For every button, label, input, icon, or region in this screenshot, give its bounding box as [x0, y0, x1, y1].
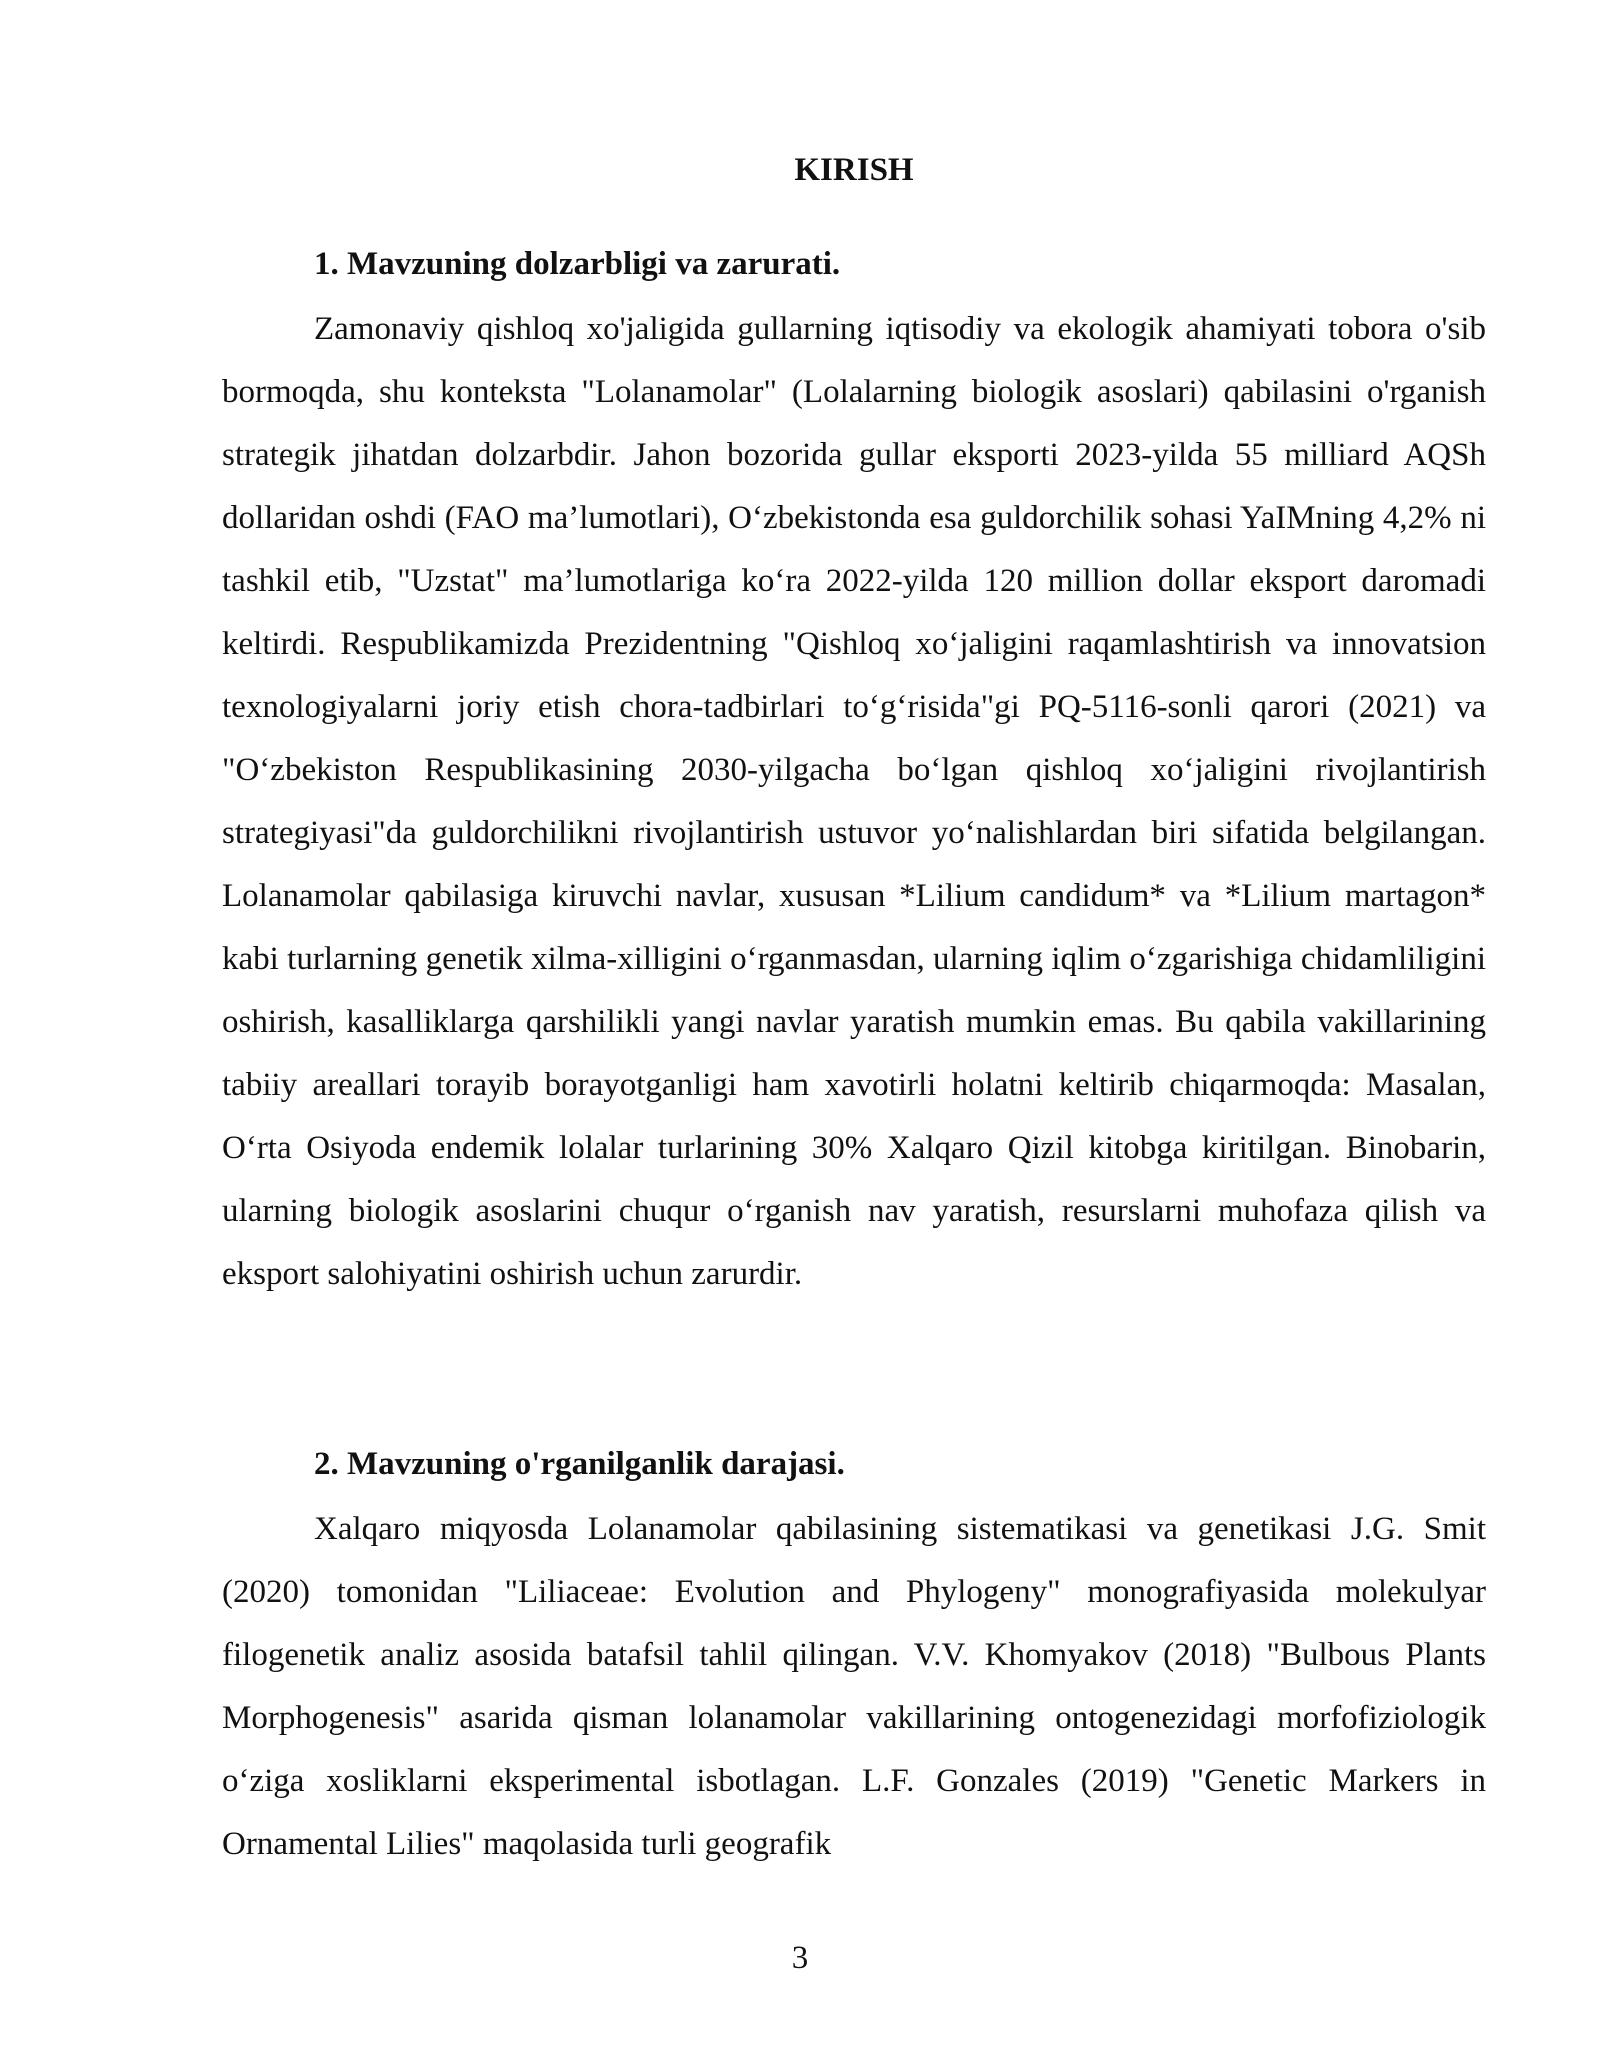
page-number: 3 [791, 1940, 809, 1976]
section-paragraph-study-level: Xalqaro miqyosda Lolanamolar qabilasining sistematikasi va genetikasi J.G. Smit (2020) tomonidan "Liliaceae: Evolution and Phylogeny" monografiyasida molekulyar filogenetik analiz asosida batafsil tahlil qilingan. V.V. Khomyakov (2018) "Bulbous Plants Morphogenesis" asarida qisman lolanamolar vakillarining ontogenezidagi morfofiziologik o‘ziga xosliklarni eksperimental isbotlagan. L.F. Gonzales (2019) "Genetic Markers in Ornamental Lilies" maqolasida turli geografik [222, 1511, 1486, 1862]
section-heading-relevance: 1. Mavzuning dolzarbligi va zarurati. [314, 246, 841, 282]
section-heading-study-level: 2. Mavzuning o'rganilganlik darajasi. [314, 1446, 845, 1482]
section-paragraph-relevance: Zamonaviy qishloq xo'jaligida gullarning iqtisodiy va ekologik ahamiyati tobora o'sib bormoqda, shu konteksta "Lolanamolar" (Lolalarning biologik asoslari) qabilasini o'rganish strategik jihatdan dolzarbdir. Jahon bozorida gullar eksporti 2023-yilda 55 milliard AQSh dollaridan oshdi (FAO ma’lumotlari), O‘zbekistonda esa guldorchilik sohasi YaIMning 4,2% ni tashkil etib, "Uzstat" ma’lumotlariga ko‘ra 2022-yilda 120 million dollar eksport daromadi keltirdi. Respublikamizda Prezidentning "Qishloq xo‘jaligini raqamlashtirish va innovatsion texnologiyalarni joriy etish chora-tadbirlari to‘g‘risida"gi PQ-5116-sonli qarori (2021) va "O‘zbekiston Respublikasining 2030-yilgacha bo‘lgan qishloq xo‘jaligini rivojlantirish strategiyasi"da guldorchilikni rivojlantirish ustuvor yo‘nalishlardan biri sifatida belgilangan. Lolanamolar qabilasiga kiruvchi navlar, xususan *Lilium candidum* va *Lilium martagon* kabi turlarning genetik xilma-xilligini o‘rganmasdan, ularning iqlim o‘zgarishiga chidamliligini oshirish, kasalliklarga qarshilikli yangi navlar yaratish mumkin emas. Bu qabila vakillarining tabiiy areallari torayib borayotganligi ham xavotirli holatni keltirib chiqarmoqda: Masalan, O‘rta Osiyoda endemik lolalar turlarining 30% Xalqaro Qizil kitobga kiritilgan. Binobarin, ularning biologik asoslarini chuqur o‘rganish nav yaratish, resurslarni muhofaza qilish va eksport salohiyatini oshirish uchun zarurdir. [222, 311, 1486, 1292]
page-title: KIRISH [794, 152, 914, 188]
